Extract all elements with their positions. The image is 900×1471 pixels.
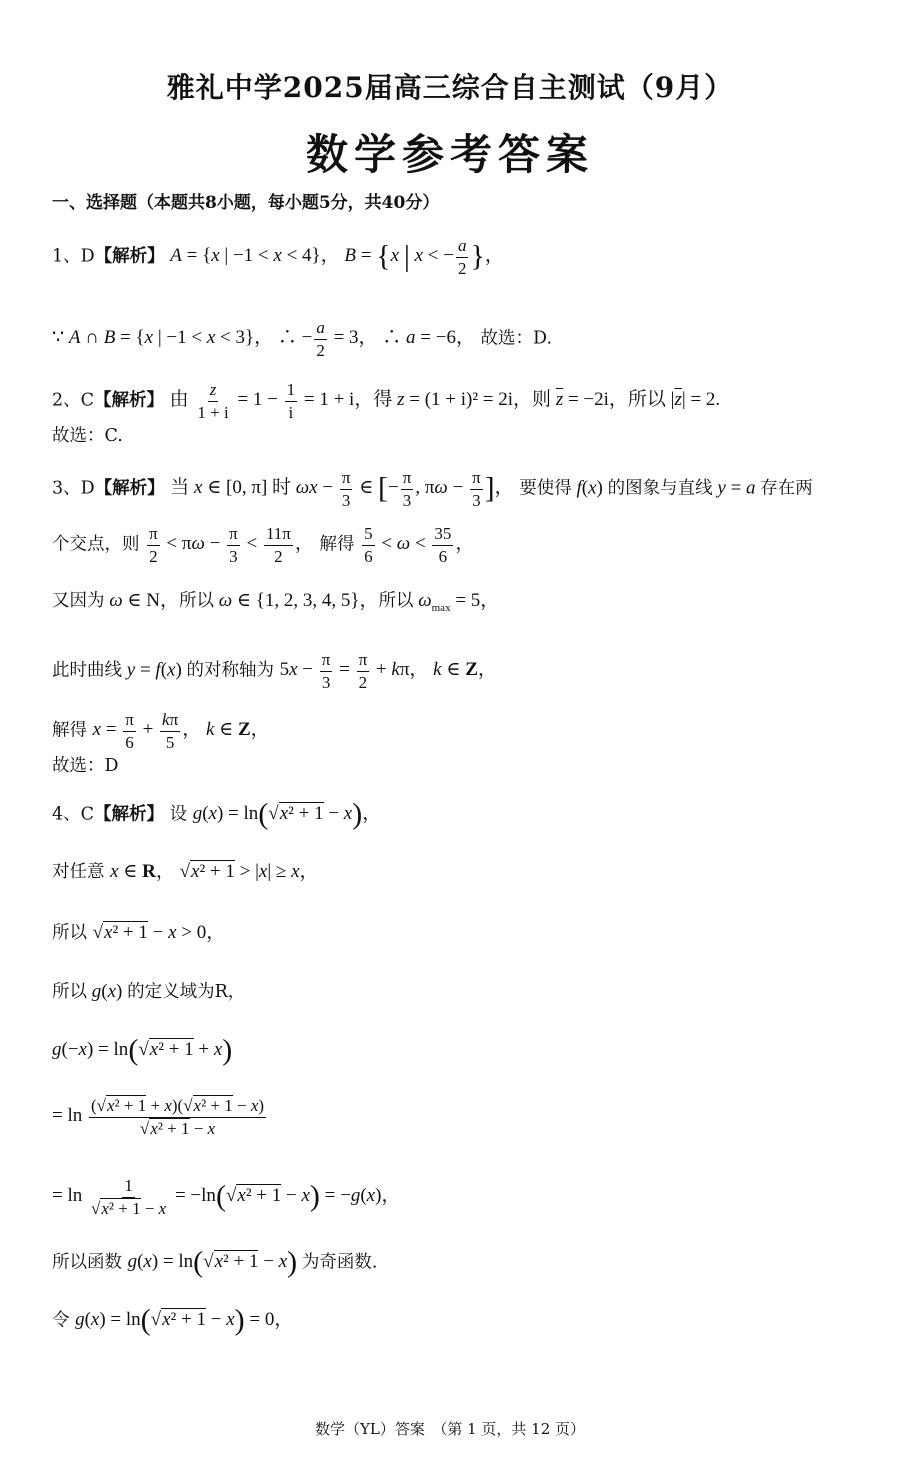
q4-line-8: 所以函数 g(x) = ln(√x² + 1 − x) 为奇函数. xyxy=(52,1246,378,1279)
q4-line-2: 对任意 x ∈ R， √x² + 1 > |x| ≥ x， xyxy=(52,861,319,882)
q1-line-2: ∵ A ∩ B = {x | −1 < x < 3}， ∴ − $\frac{a}{2}$ = 3， ∴ a = −6， 故选：D. xyxy=(52,318,553,360)
q2-line-1: 2、C【解析】 由 $\frac{z}{1 + i}$ = 1 − $\frac{1}{i}$ = 1 + i，得 z = (1 + i)² = 2i，则 $\overline{z} = -2i$，所以 $|\overline{z}| = 2$. xyxy=(52,380,721,422)
q3-number: 3、D xyxy=(52,478,95,499)
analysis-tag: 【解析】 xyxy=(94,804,165,825)
q3-line-2: 个交点，则 $\frac{\pi}{2}$ < πω − $\frac{\pi}{3}$ < $\frac{11\pi}{2}$ ， 解得 $\frac{5}{6}$ < ω < $\frac{35}{6}$ ， xyxy=(52,524,475,566)
analysis-tag: 【解析】 xyxy=(94,246,165,267)
q1-number: 1、D xyxy=(52,246,95,267)
q4-line-6: = ln $\frac{\text{(√x² + 1 + x)(√x² + 1 − x)}}{\text{√x² + 1 − x}}$ xyxy=(52,1096,265,1138)
q3-line-1: 3、D【解析】 当 x ∈ [0, π] 时 ωx − $\frac{\pi}{3}$ ∈ [− $\frac{\pi}{3}$ , πω − $\frac{\pi}{3}$ ]， 要使得 f(x) 的图象与直线 y = a 存在两 xyxy=(52,468,813,510)
analysis-tag: 【解析】 xyxy=(94,390,165,411)
q1-conclusion: 故选：D. xyxy=(480,328,553,349)
section-heading: 一、选择题（本题共8小题，每小题5分，共40分） xyxy=(52,193,440,213)
q3-line-4: 此时曲线 y = f(x) 的对称轴为 5x − $\frac{\pi}{3}$ = $\frac{\pi}{2}$ + kπ， k ∈ Z， xyxy=(52,650,497,692)
q4-line-4: 所以 g(x) 的定义域为R， xyxy=(52,981,246,1002)
q4-line-1: 4、C【解析】 设 g(x) = ln(√x² + 1 − x)， xyxy=(52,798,382,831)
page-footer: 数学（YL）答案 （第 1 页，共 12 页） xyxy=(314,1420,586,1438)
q2-number: 2、C xyxy=(52,390,95,411)
q1-line-1: 1、D【解析】 A = {x | −1 < x < 4}， B = {x | x < − $\frac{a}{2}$ }， xyxy=(52,236,504,278)
document-subtitle: 数学参考答案 xyxy=(305,130,594,179)
analysis-tag: 【解析】 xyxy=(94,478,165,499)
document-title: 雅礼中学2025届高三综合自主测试（9月） xyxy=(166,71,734,104)
q4-number: 4、C xyxy=(52,804,95,825)
q4-line-9: 令 g(x) = ln(√x² + 1 − x) = 0， xyxy=(52,1304,294,1337)
q4-line-3: 所以 √x² + 1 − x > 0， xyxy=(52,922,226,943)
q4-line-5: g(−x) = ln(√x² + 1 + x) xyxy=(52,1034,233,1067)
q3-conclusion: 故选：D xyxy=(52,756,119,776)
q2-conclusion: 故选：C. xyxy=(52,426,123,446)
q3-line-5: 解得 x = $\frac{\pi}{6}$ + $\frac{k\pi}{5}$ ， k ∈ Z， xyxy=(52,710,270,752)
q4-line-7: = ln $\frac{1}{\text{√x² + 1 − x}}$ = −ln(√x² + 1 − x) = −g(x)， xyxy=(52,1176,401,1218)
q3-line-3: 又因为 ω ∈ N，所以 ω ∈ {1, 2, 3, 4, 5}，所以 $\omega_{max} = 5$， xyxy=(52,590,500,614)
